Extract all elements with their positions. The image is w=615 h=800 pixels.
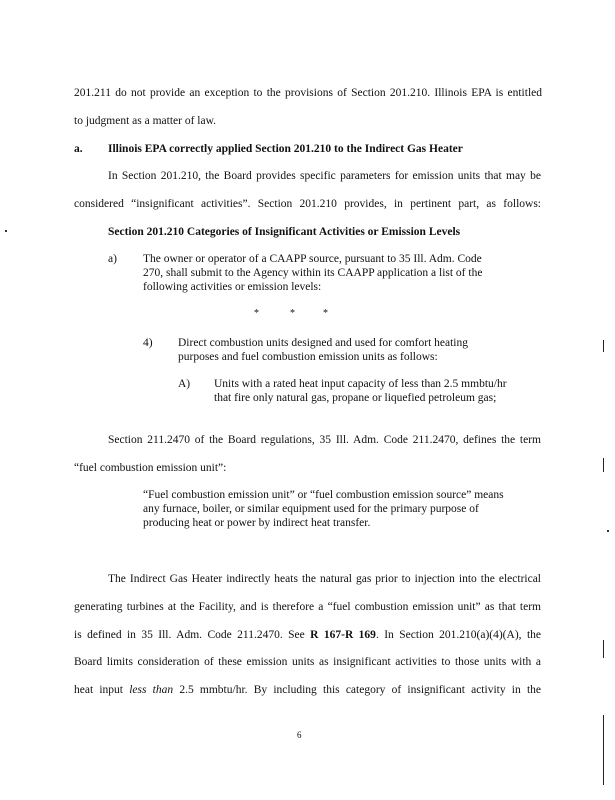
record-citation: R 167-R 169 — [310, 629, 376, 641]
quote1-item-A-line1: Units with a rated heat input capacity of less than 2.5 mmbtu/hr — [214, 378, 507, 390]
heading-a-label: a. — [74, 143, 83, 155]
para4-line5: heat input less than 2.5 mmbtu/hr. By including this category of insignificant activity in the — [74, 684, 541, 696]
ellipsis-star: * — [290, 308, 295, 319]
quote1-item-4-line1: Direct combustion units designed and used for comfort heating — [178, 337, 468, 349]
quote2-line1: “Fuel combustion emission unit” or “fuel combustion emission source” means — [143, 489, 504, 501]
ellipsis-star: * — [254, 308, 259, 319]
para4-line1: The Indirect Gas Heater indirectly heats the natural gas prior to injection into the electrical — [108, 573, 541, 585]
scan-artifact — [607, 530, 609, 532]
para2-line1: In Section 201.210, the Board provides specific parameters for emission units that may be — [108, 170, 541, 182]
quote1-item-4-label: 4) — [143, 337, 153, 349]
ellipsis-star: * — [323, 308, 328, 319]
quote1-item-a-line1: The owner or operator of a CAAPP source, pursuant to 35 Ill. Adm. Code — [143, 253, 482, 265]
scan-artifact — [603, 715, 604, 785]
para4-line3: is defined in 35 Ill. Adm. Code 211.2470. See R 167-R 169. In Section 201.210(a)(4)(A), the — [74, 629, 541, 641]
quote1-heading: Section 201.210 Categories of Insignificant Activities or Emission Levels — [108, 226, 461, 238]
quote1-item-A-line2: that fire only natural gas, propane or liquefied petroleum gas; — [214, 392, 497, 404]
quote2-line3: producing heat or power by indirect heat transfer. — [143, 517, 371, 529]
para4-line4: Board limits consideration of these emission units as insignificant activities to those units with a — [74, 656, 541, 668]
scan-artifact — [5, 230, 7, 232]
quote2-line2: any furnace, boiler, or similar equipment used for the primary purpose of — [143, 503, 479, 515]
para4-line2: generating turbines at the Facility, and is therefore a “fuel combustion emission unit” as that term — [74, 601, 541, 613]
quote1-item-a-label: a) — [108, 253, 117, 265]
para3-line2: “fuel combustion emission unit”: — [74, 462, 227, 474]
quote1-item-a-line3: following activities or emission levels: — [143, 281, 322, 293]
quote1-item-a-line2: 270, shall submit to the Agency within its CAAPP application a list of the — [143, 267, 483, 279]
para1-line2: to judgment as a matter of law. — [74, 115, 217, 127]
scan-artifact — [603, 640, 604, 658]
para2-line2: considered “insignificant activities”. Section 201.210 provides, in pertinent part, as follows: — [74, 198, 541, 210]
scan-artifact — [603, 458, 604, 472]
para1-line1: 201.211 do not provide an exception to the provisions of Section 201.210. Illinois EPA is entitled — [74, 87, 542, 99]
para3-line1: Section 211.2470 of the Board regulations, 35 Ill. Adm. Code 211.2470, defines the term — [108, 434, 541, 446]
scan-artifact — [603, 340, 604, 352]
heading-a-title: Illinois EPA correctly applied Section 201.210 to the Indirect Gas Heater — [108, 143, 463, 155]
emphasis-less-than: less than — [129, 684, 174, 696]
quote1-item-4-line2: purposes and fuel combustion emission units as follows: — [178, 351, 438, 363]
page-number: 6 — [297, 730, 302, 740]
quote1-item-A-label: A) — [178, 378, 191, 390]
